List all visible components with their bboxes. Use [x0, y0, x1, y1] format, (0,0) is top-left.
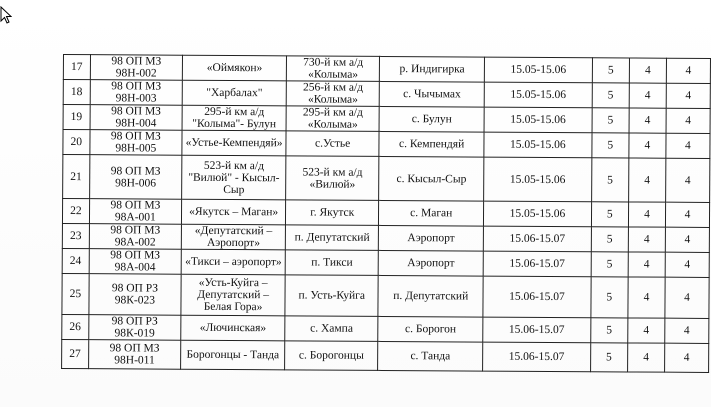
road-closure-table [61, 54, 711, 373]
road-name-cell: "Харбалах" [182, 80, 286, 106]
value-b-cell: 4 [629, 83, 666, 108]
row-number-cell: 24 [62, 248, 89, 273]
row-number-cell: 19 [63, 105, 90, 130]
value-c-cell: 4 [665, 252, 709, 277]
closure-period-cell: 15.06-15.07 [483, 342, 591, 372]
closure-period-cell: 15.05-15.06 [484, 157, 592, 202]
start-point-cell: п. Усть-Куйга [285, 275, 378, 317]
end-point-cell: с. Кемпендяй [379, 131, 484, 157]
value-b-cell: 4 [629, 133, 666, 158]
value-a-cell: 5 [591, 158, 628, 202]
closure-period-cell: 15.06-15.07 [483, 276, 591, 318]
start-point-cell: с. Борогонцы [285, 341, 378, 371]
closure-period-cell: 15.05-15.06 [484, 82, 592, 108]
road-code-cell: 98 ОП МЗ 98А-001 [89, 199, 182, 225]
table-row [62, 339, 709, 372]
mouse-cursor-icon [0, 6, 12, 24]
road-code-cell: 98 ОП МЗ 98Н-003 [90, 80, 183, 106]
value-a-cell: 5 [591, 252, 628, 277]
row-number-cell: 21 [63, 155, 90, 199]
closure-period-cell: 15.05-15.06 [484, 132, 592, 158]
row-number-cell: 27 [62, 339, 89, 368]
road-name-cell: «Лючинская» [181, 315, 285, 341]
road-code-cell: 98 ОП МЗ 98А-002 [89, 224, 182, 250]
closure-period-cell: 15.05-15.06 [484, 107, 592, 133]
value-b-cell: 4 [628, 277, 665, 318]
value-b-cell: 4 [629, 58, 666, 83]
value-c-cell: 4 [665, 277, 709, 318]
value-b-cell: 4 [629, 108, 666, 133]
road-name-cell: «Депутатский – Аэропорт» [181, 224, 285, 250]
value-c-cell: 4 [666, 158, 710, 202]
closure-period-cell: 15.06-15.07 [483, 317, 591, 343]
value-b-cell: 4 [628, 318, 665, 343]
value-c-cell: 4 [666, 83, 710, 108]
value-a-cell: 5 [592, 133, 629, 158]
road-code-cell: 98 ОП МЗ 98Н-011 [88, 340, 181, 370]
value-c-cell: 4 [665, 202, 709, 227]
value-a-cell: 5 [591, 277, 628, 318]
row-number-cell: 17 [63, 55, 90, 80]
table-row [62, 273, 709, 318]
value-b-cell: 4 [628, 252, 665, 277]
row-number-cell: 26 [62, 314, 89, 339]
road-name-cell: «Оймякон» [182, 55, 286, 81]
closure-period-cell: 15.05-15.06 [484, 57, 592, 83]
road-code-cell: 98 ОП МЗ 98Н-004 [90, 105, 183, 131]
end-point-cell: с. Маган [379, 200, 484, 226]
closure-period-cell: 15.05-15.06 [484, 201, 592, 227]
value-b-cell: 4 [628, 158, 665, 202]
value-a-cell: 5 [591, 227, 628, 252]
value-a-cell: 5 [592, 58, 629, 83]
value-a-cell: 5 [592, 108, 629, 133]
value-a-cell: 5 [590, 343, 627, 372]
road-code-cell: 98 ОП РЗ 98К-023 [89, 274, 182, 316]
road-name-cell: «Устье-Кемпендяй» [182, 130, 286, 156]
road-name-cell: 295-й км а/д "Колыма"- Булун [182, 105, 286, 131]
table-row [63, 155, 710, 203]
value-c-cell: 4 [665, 318, 709, 343]
end-point-cell: Аэропорт [379, 225, 484, 251]
start-point-cell: 730-й км а/д «Колыма» [286, 56, 379, 82]
road-code-cell: 98 ОП МЗ 98Н-005 [90, 130, 183, 156]
start-point-cell: 295-й км а/д «Колыма» [286, 106, 379, 132]
value-c-cell: 4 [666, 133, 710, 158]
value-c-cell: 4 [666, 58, 710, 83]
start-point-cell: с. Хампа [285, 316, 378, 342]
end-point-cell: Аэропорт [378, 250, 483, 276]
start-point-cell: 523-й км а/д «Вилюй» [286, 156, 379, 201]
end-point-cell: с. Кысыл-Сыр [379, 156, 484, 201]
road-name-cell: «Якутск – Маган» [182, 199, 286, 225]
row-number-cell: 22 [62, 199, 89, 224]
value-a-cell: 5 [590, 318, 627, 343]
start-point-cell: п. Депутатский [285, 225, 378, 251]
value-b-cell: 4 [628, 227, 665, 252]
value-b-cell: 4 [628, 202, 665, 227]
table-body [62, 55, 711, 373]
row-number-cell: 25 [62, 273, 89, 314]
end-point-cell: с. Танда [378, 341, 483, 371]
value-a-cell: 5 [592, 83, 629, 108]
road-name-cell: Борогонцы - Танда [181, 340, 285, 370]
row-number-cell: 18 [63, 80, 90, 105]
end-point-cell: с. Булун [379, 106, 484, 132]
value-c-cell: 4 [665, 227, 709, 252]
value-b-cell: 4 [627, 343, 664, 372]
value-c-cell: 4 [666, 108, 710, 133]
start-point-cell: с.Устье [286, 131, 379, 157]
end-point-cell: с. Чычымах [379, 81, 484, 107]
end-point-cell: с. Борогон [378, 316, 483, 342]
start-point-cell: п. Тикси [285, 250, 378, 276]
start-point-cell: 256-й км а/д «Колыма» [286, 81, 379, 107]
end-point-cell: р. Индигирка [380, 56, 485, 82]
row-number-cell: 23 [62, 223, 89, 248]
closure-period-cell: 15.06-15.07 [483, 226, 591, 252]
closure-period-cell: 15.06-15.07 [483, 251, 591, 277]
road-name-cell: «Усть-Куйга – Депутатский – Белая Гора» [181, 274, 285, 316]
road-code-cell: 98 ОП МЗ 98А-004 [89, 249, 182, 275]
road-code-cell: 98 ОП МЗ 98Н-006 [89, 155, 182, 200]
road-code-cell: 98 ОП МЗ 98Н-002 [90, 55, 183, 81]
value-a-cell: 5 [591, 202, 628, 227]
value-c-cell: 4 [665, 343, 709, 372]
start-point-cell: г. Якутск [286, 200, 379, 226]
end-point-cell: п. Депутатский [378, 275, 483, 317]
road-code-cell: 98 ОП РЗ 98К-019 [88, 315, 181, 341]
road-name-cell: «Тикси – аэропорт» [181, 249, 285, 275]
road-name-cell: 523-й км а/д "Вилюй" - Кысыл-Сыр [182, 155, 286, 200]
row-number-cell: 20 [63, 130, 90, 155]
